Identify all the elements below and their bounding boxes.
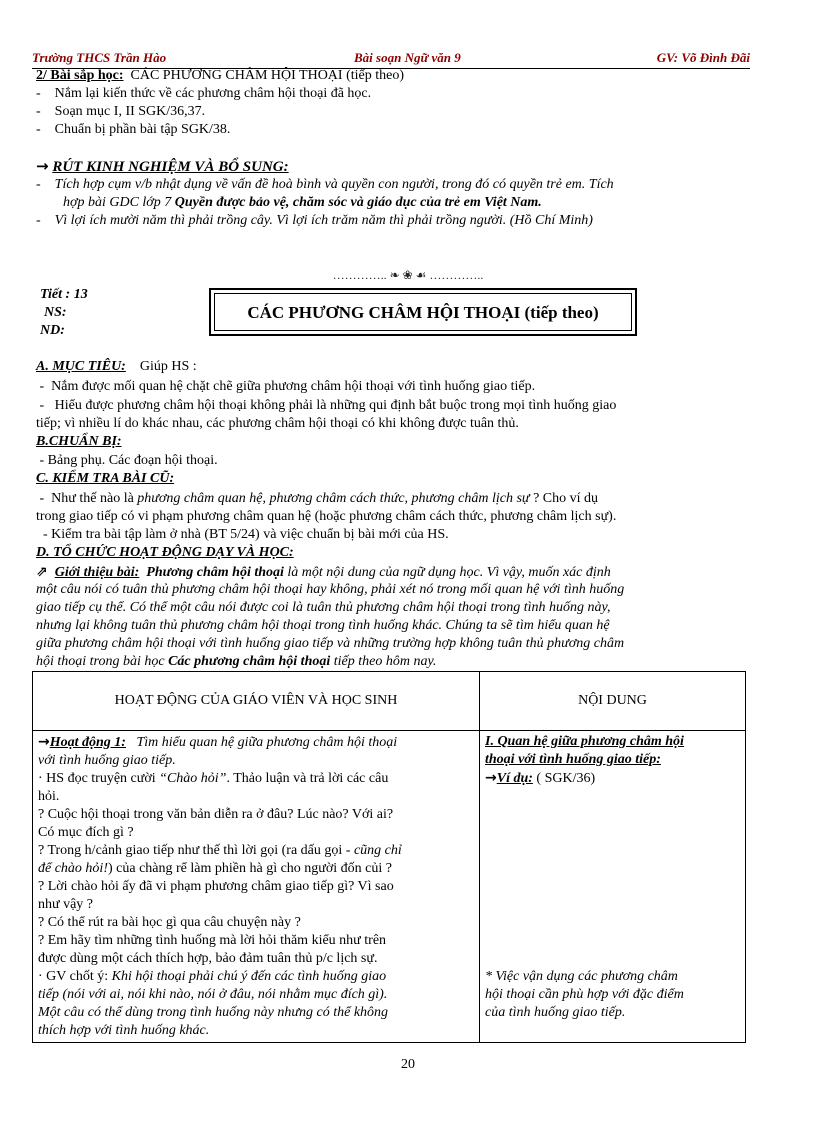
lesson-period: Tiết : 13 (40, 287, 88, 302)
intro-line: hội thoại trong bài học Các phương châm hội thoại tiếp theo hôm nay. (36, 654, 437, 669)
experience-heading: → RÚT KINH NGHIỆM VÀ BỔ SUNG: (36, 157, 289, 175)
page-number: 20 (401, 1057, 415, 1072)
table-row (33, 731, 746, 1043)
lesson-nd: ND: (40, 323, 65, 338)
header-col-activities: HOẠT ĐỘNG CỦA GIÁO VIÊN VÀ HỌC SINH (33, 672, 480, 731)
table-header-row (33, 672, 746, 731)
header-teacher: GV: Võ Đình Đãi (656, 50, 750, 65)
separator-ornament: ………….. ❧ ❀ ☙ ………….. (332, 268, 484, 282)
review-heading: C. KIỂM TRA BÀI CŨ: (36, 471, 175, 486)
intro-line: giữa phương châm hội thoại với tình huống giao tiếp và những trường hợp không tuân thủ phương châm (36, 636, 625, 651)
list-item-cont: trong giao tiếp có vi phạm phương châm quan hệ (hoặc phương châm cách thức, phương châm lịch sự). (36, 509, 617, 524)
intro-line: giao tiếp cụ thể. Có thể một câu nói được coi là tuân thủ phương châm hội thoại trong tình huống này, (36, 600, 611, 615)
intro-line: ⇗ Giới thiệu bài: Phương châm hội thoại là một nội dung của ngữ dụng học. Vì vậy, muốn xác định (36, 564, 611, 580)
header-subject: Bài soạn Ngữ văn 9 (354, 50, 461, 65)
prep-heading: B.CHUẨN BỊ: (36, 434, 122, 449)
list-item: - Tích hợp cụm v/b nhật dụng về vấn đề hoà bình và quyền con người, trong đó có quyền trẻ em. Tích (36, 177, 614, 192)
arrow-right-icon: → (36, 157, 49, 175)
org-heading: D. TỔ CHỨC HOẠT ĐỘNG DẠY VÀ HỌC: (36, 545, 294, 560)
arrow-up-right-icon: ⇗ (36, 564, 48, 580)
header-school: Trường THCS Trần Hào (32, 50, 167, 65)
list-item: - Soạn mục I, II SGK/36,37. (36, 104, 206, 119)
next-lesson-heading: 2/ Bài sắp học: CÁC PHƯƠNG CHÂM HỘI THOẠI (tiếp theo) (36, 68, 404, 83)
intro-line: một câu nói có tuân thủ phương châm hội thoại hay không, phải xét nó trong mối quan hệ với tình huống (36, 582, 625, 597)
lesson-ns: NS: (44, 305, 67, 320)
list-item: - Nắm được mối quan hệ chặt chẽ giữa phương châm hội thoại với tình huống giao tiếp. (36, 379, 536, 394)
header-col-content: NỘI DUNG (480, 672, 746, 731)
list-item: - Kiểm tra bài tập làm ở nhà (BT 5/24) và việc chuẩn bị bài mới của HS. (36, 527, 449, 542)
intro-line: nhưng lại không tuân thủ phương châm hội thoại trong tình huống khác. Chúng ta sẽ tìm hiểu quan hệ (36, 618, 610, 633)
objectives-heading: A. MỤC TIÊU: Giúp HS : (36, 359, 197, 374)
list-item: - Hiểu được phương châm hội thoại không phải là những qui định bắt buộc trong mọi tình huống giao (36, 398, 617, 413)
activity-table (32, 671, 746, 1043)
list-item: - Chuẩn bị phần bài tập SGK/38. (36, 122, 231, 137)
content-cell: I. Quan hệ giữa phương châm hội thoại với tình huống giao tiếp: →Ví dụ: ( SGK/36) * Việc vận dụng các phương châm hội thoại cần phù hợp với đặc điểm của tình huống giao tiếp. (480, 731, 746, 1043)
list-item-cont: tiếp; vì nhiều lí do khác nhau, các phương châm hội thoại có khi không được tuân thủ. (36, 416, 519, 431)
list-item: - Bảng phụ. Các đoạn hội thoại. (36, 453, 218, 468)
list-item: - Như thế nào là phương châm quan hệ, phương châm cách thức, phương châm lịch sự ? Cho ví dụ (36, 491, 599, 506)
list-item-cont: hợp bài GDC lớp 7 Quyền được bảo vệ, chăm sóc và giáo dục của trẻ em Việt Nam. (63, 195, 542, 210)
lesson-title: CÁC PHƯƠNG CHÂM HỘI THOẠI (tiếp theo) (214, 293, 632, 331)
list-item: - Vì lợi ích mười năm thì phải trồng cây. Vì lợi ích trăm năm thì phải trồng người. (Hồ Chí Minh) (36, 213, 593, 228)
lesson-title-box (209, 288, 637, 336)
activity-cell: →Hoạt động 1: Tìm hiểu quan hệ giữa phương châm hội thoại với tình huống giao tiếp. · HS đọc truyện cười “Chào hỏi”. Thảo luận và trả lời các câu hỏi. ? Cuộc hội thoại trong văn bản diễn ra ở đâu? Lúc nào? Với ai? Có mục đích gì ? ? Trong h/cảnh giao tiếp như thế thì lời gọi (ra dấu gọi - cũng chỉ để chào hỏi!) của chàng rể làm phiền hà gì cho người đốn củi ? ? Lời chào hỏi ấy đã vi phạm phương châm giao tiếp gì? Vì sao như vậy ? ? Có thể rút ra bài học gì qua câu chuyện này ? ? Em hãy tìm những tình huống mà lời hỏi thăm kiểu như trên được dùng một cách thích hợp, bảo đảm tuân thủ p/c lịch sự. · GV chốt ý: Khi hội thoại phải chú ý đến các tình huống giao tiếp (nói với ai, nói khi nào, nói ở đâu, nói nhằm mục đích gì). Một câu có thể dùng trong tình huống này nhưng có thể không thích hợp với tình huống khác. (33, 731, 480, 1043)
list-item: - Nắm lại kiến thức về các phương châm hội thoại đã học. (36, 86, 372, 101)
